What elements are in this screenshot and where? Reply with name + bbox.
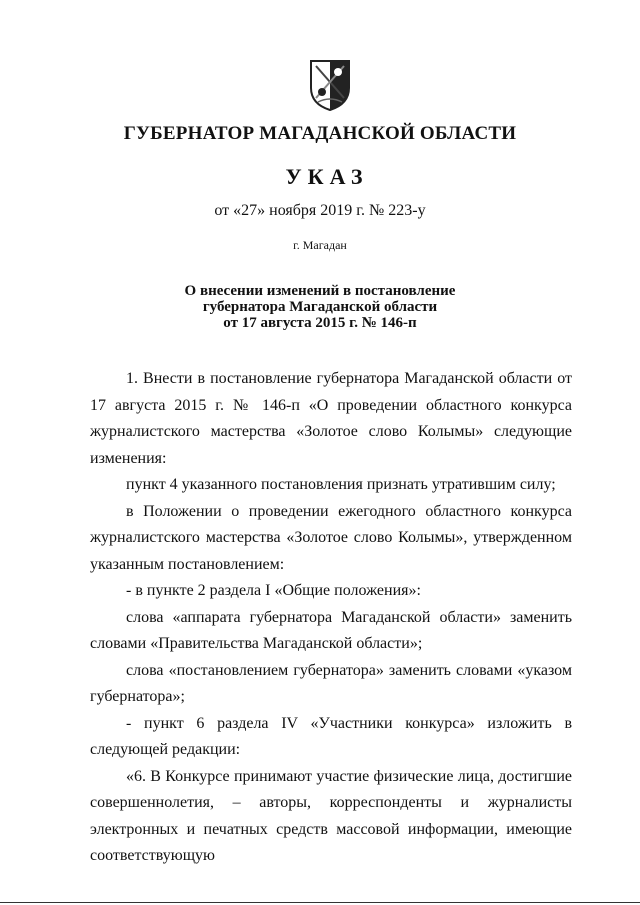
- city: г. Магадан: [293, 238, 347, 252]
- paragraph: 1. Внести в постановление губернатора Магаданской области от 17 августа 2015 г. № 146-п «О проведении областного конкурса журналистского мастерства «Золотое слово Колымы» следующие изменения:: [90, 370, 572, 467]
- subject-line: О внесении изменений в постановление: [184, 283, 456, 299]
- issuer-title: ГУБЕРНАТОР МАГАДАНСКОЙ ОБЛАСТИ: [123, 123, 517, 144]
- paragraph: в Положении о проведении ежегодного областного конкурса журналистского мастерства «Золотое слово Колымы», утвержденном указанным постановлением:: [90, 502, 572, 573]
- paragraph: слова «постановлением губернатора» заменить словами «указом губернатора»;: [90, 661, 572, 705]
- subject-line: от 17 августа 2015 г. № 146-п: [223, 315, 417, 331]
- paragraph: «6. В Конкурсе принимают участие физические лица, достигшие совершеннолетия, – авторы, корреспонденты и журналисты электронных и печатных средств массовой информации, имеющие соответствующую: [90, 767, 572, 864]
- document-type: УКАЗ: [285, 164, 369, 189]
- document-body: [90, 366, 572, 870]
- paragraph: пункт 4 указанного постановления признать утратившим силу;: [126, 476, 556, 493]
- paragraph: - в пункте 2 раздела I «Общие положения»:: [126, 582, 421, 599]
- subject-line: губернатора Магаданской области: [202, 299, 438, 315]
- document-subject: [0, 283, 640, 331]
- paragraph: - пункт 6 раздела IV «Участники конкурса» изложить в следующей редакции:: [90, 714, 572, 758]
- date-and-number: от «27» ноября 2019 г. № 223-у: [214, 202, 426, 219]
- page-edge-line: [0, 902, 640, 903]
- coat-of-arms-icon: [308, 58, 352, 112]
- paragraph: слова «аппарата губернатора Магаданской области» заменить словами «Правительства Магаданской области»;: [90, 608, 572, 652]
